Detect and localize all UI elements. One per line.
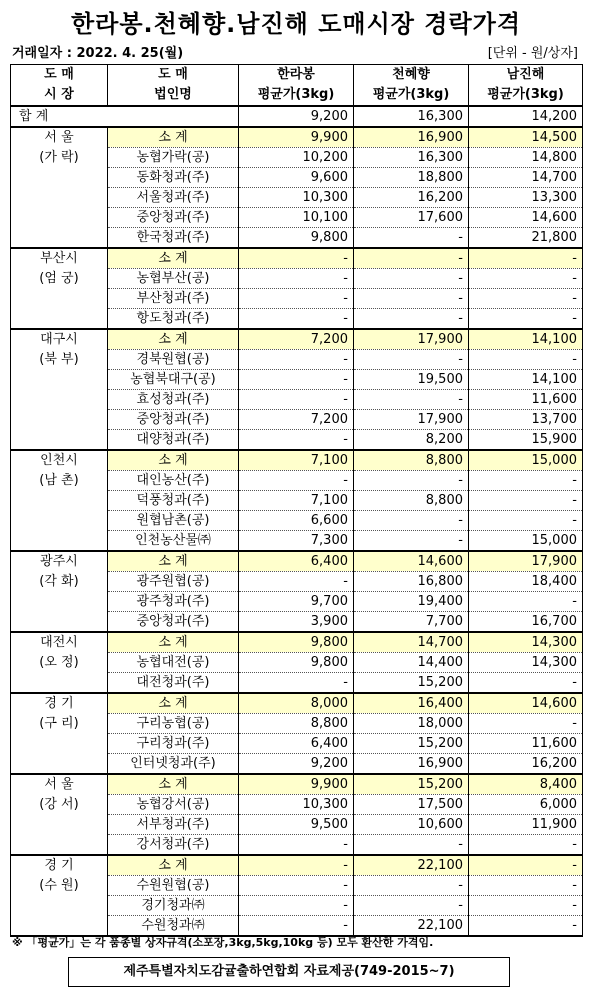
- price-hallabong: 6,400: [239, 734, 354, 754]
- price-hallabong: 6,600: [239, 511, 354, 531]
- price-namjinhae: -: [469, 876, 583, 896]
- firm-name: 항도청과(주): [108, 309, 239, 330]
- market-cell: [11, 370, 108, 390]
- firm-name: 효성청과(주): [108, 390, 239, 410]
- table-row: [11, 896, 583, 916]
- price-namjinhae: 15,000: [469, 531, 583, 552]
- price-hallabong: -: [239, 248, 354, 269]
- total-hallabong: 9,200: [239, 106, 354, 127]
- price-cheonhyehyang: 8,200: [354, 430, 469, 451]
- table-row: [11, 350, 583, 370]
- subtotal-row: [11, 632, 583, 653]
- table-row: [11, 815, 583, 835]
- total-namjinhae: 14,200: [469, 106, 583, 127]
- price-table: [10, 64, 583, 937]
- price-hallabong: 8,000: [239, 693, 354, 714]
- price-cheonhyehyang: -: [354, 471, 469, 491]
- price-namjinhae: -: [469, 592, 583, 612]
- price-hallabong: 10,300: [239, 795, 354, 815]
- price-hallabong: 7,100: [239, 450, 354, 471]
- subtotal-row: [11, 551, 583, 572]
- market-cell: (오 정): [11, 653, 108, 673]
- subtotal-row: [11, 693, 583, 714]
- table-row: [11, 269, 583, 289]
- price-hallabong: -: [239, 309, 354, 330]
- price-hallabong: -: [239, 350, 354, 370]
- market-cell: 부산시: [11, 248, 108, 269]
- firm-name: 부산청과(주): [108, 289, 239, 309]
- price-namjinhae: 14,300: [469, 653, 583, 673]
- table-row: [11, 228, 583, 249]
- firm-name: 농협가락(공): [108, 148, 239, 168]
- market-cell: (엄 궁): [11, 269, 108, 289]
- price-namjinhae: -: [469, 309, 583, 330]
- price-hallabong: 10,300: [239, 188, 354, 208]
- price-cheonhyehyang: 8,800: [354, 450, 469, 471]
- firm-name: 대전청과(주): [108, 673, 239, 694]
- price-hallabong: -: [239, 370, 354, 390]
- price-cheonhyehyang: -: [354, 390, 469, 410]
- price-hallabong: -: [239, 855, 354, 876]
- firm-name: 농협강서(공): [108, 795, 239, 815]
- unit-label: [단위 - 원/상자]: [487, 46, 578, 61]
- price-hallabong: 9,800: [239, 228, 354, 249]
- market-cell: [11, 612, 108, 633]
- market-cell: [11, 390, 108, 410]
- table-row: [11, 168, 583, 188]
- header-cheonhyehyang: 천혜향: [354, 65, 469, 86]
- price-hallabong: 7,200: [239, 329, 354, 350]
- price-hallabong: 10,200: [239, 148, 354, 168]
- firm-name: 농협부산(공): [108, 269, 239, 289]
- market-cell: [11, 188, 108, 208]
- firm-name: 수원원협(공): [108, 876, 239, 896]
- market-cell: [11, 168, 108, 188]
- header-firm-sub: 법인명: [108, 85, 239, 106]
- market-cell: 대구시: [11, 329, 108, 350]
- subtotal-row: [11, 774, 583, 795]
- header-firm: 도 매: [108, 65, 239, 86]
- price-namjinhae: 21,800: [469, 228, 583, 249]
- header-row-2: [11, 85, 583, 106]
- price-cheonhyehyang: -: [354, 269, 469, 289]
- price-namjinhae: -: [469, 855, 583, 876]
- table-row: [11, 511, 583, 531]
- firm-name: 서부청과(주): [108, 815, 239, 835]
- subtotal-label: 소 계: [108, 774, 239, 795]
- total-cheonhyehyang: 16,300: [354, 106, 469, 127]
- price-namjinhae: 13,300: [469, 188, 583, 208]
- table-body: [11, 106, 583, 936]
- price-namjinhae: 11,600: [469, 734, 583, 754]
- table-row: [11, 572, 583, 592]
- price-cheonhyehyang: 17,600: [354, 208, 469, 228]
- market-cell: (강 서): [11, 795, 108, 815]
- table-row: [11, 795, 583, 815]
- price-cheonhyehyang: 15,200: [354, 673, 469, 694]
- market-cell: (가 락): [11, 148, 108, 168]
- market-cell: [11, 673, 108, 694]
- market-cell: (각 화): [11, 572, 108, 592]
- price-namjinhae: -: [469, 511, 583, 531]
- market-cell: [11, 228, 108, 249]
- price-cheonhyehyang: 19,500: [354, 370, 469, 390]
- price-hallabong: -: [239, 289, 354, 309]
- price-namjinhae: 14,300: [469, 632, 583, 653]
- market-cell: 경 기: [11, 855, 108, 876]
- subtotal-label: 소 계: [108, 855, 239, 876]
- market-cell: (남 촌): [11, 471, 108, 491]
- firm-name: 광주청과(주): [108, 592, 239, 612]
- firm-name: 인천농산물㈜: [108, 531, 239, 552]
- price-hallabong: -: [239, 835, 354, 856]
- price-namjinhae: 14,600: [469, 693, 583, 714]
- subtotal-label: 소 계: [108, 551, 239, 572]
- firm-name: 덕풍청과(주): [108, 491, 239, 511]
- market-cell: [11, 430, 108, 451]
- price-cheonhyehyang: 18,800: [354, 168, 469, 188]
- market-cell: 광주시: [11, 551, 108, 572]
- price-hallabong: 9,700: [239, 592, 354, 612]
- price-hallabong: -: [239, 876, 354, 896]
- market-cell: [11, 835, 108, 856]
- table-row: [11, 390, 583, 410]
- subtotal-row: [11, 855, 583, 876]
- price-cheonhyehyang: 16,900: [354, 754, 469, 775]
- firm-name: 구리청과(주): [108, 734, 239, 754]
- price-cheonhyehyang: 14,400: [354, 653, 469, 673]
- market-cell: [11, 491, 108, 511]
- header-cheonhyehyang-sub: 평균가(3kg): [354, 85, 469, 106]
- header-market: 도 매: [11, 65, 108, 86]
- price-namjinhae: 18,400: [469, 572, 583, 592]
- price-hallabong: -: [239, 916, 354, 937]
- price-cheonhyehyang: -: [354, 350, 469, 370]
- price-namjinhae: -: [469, 835, 583, 856]
- price-cheonhyehyang: 18,000: [354, 714, 469, 734]
- header-hallabong: 한라봉: [239, 65, 354, 86]
- table-row: [11, 673, 583, 694]
- firm-name: 대양청과(주): [108, 430, 239, 451]
- price-cheonhyehyang: 8,800: [354, 491, 469, 511]
- price-namjinhae: -: [469, 289, 583, 309]
- price-hallabong: 9,600: [239, 168, 354, 188]
- price-cheonhyehyang: -: [354, 835, 469, 856]
- price-cheonhyehyang: 22,100: [354, 855, 469, 876]
- table-row: [11, 188, 583, 208]
- price-hallabong: 7,300: [239, 531, 354, 552]
- table-row: [11, 471, 583, 491]
- price-cheonhyehyang: -: [354, 531, 469, 552]
- table-row: [11, 592, 583, 612]
- price-namjinhae: -: [469, 471, 583, 491]
- firm-name: 경기청과㈜: [108, 896, 239, 916]
- market-cell: [11, 289, 108, 309]
- market-cell: [11, 309, 108, 330]
- price-cheonhyehyang: 17,900: [354, 410, 469, 430]
- price-namjinhae: 14,800: [469, 148, 583, 168]
- price-cheonhyehyang: -: [354, 309, 469, 330]
- firm-name: 구리농협(공): [108, 714, 239, 734]
- market-cell: [11, 916, 108, 937]
- market-cell: 경 기: [11, 693, 108, 714]
- market-cell: [11, 754, 108, 775]
- firm-name: 농협대전(공): [108, 653, 239, 673]
- firm-name: 중앙청과(주): [108, 208, 239, 228]
- price-namjinhae: 15,900: [469, 430, 583, 451]
- table-row: [11, 208, 583, 228]
- market-cell: [11, 531, 108, 552]
- market-cell: [11, 896, 108, 916]
- table-row: [11, 835, 583, 856]
- price-cheonhyehyang: -: [354, 228, 469, 249]
- price-cheonhyehyang: -: [354, 876, 469, 896]
- firm-name: 중앙청과(주): [108, 612, 239, 633]
- table-row: [11, 430, 583, 451]
- firm-name: 중앙청과(주): [108, 410, 239, 430]
- market-cell: [11, 410, 108, 430]
- table-row: [11, 714, 583, 734]
- header-namjinhae-sub: 평균가(3kg): [469, 85, 583, 106]
- market-cell: [11, 511, 108, 531]
- market-cell: [11, 734, 108, 754]
- price-hallabong: -: [239, 390, 354, 410]
- price-hallabong: 7,200: [239, 410, 354, 430]
- price-namjinhae: -: [469, 673, 583, 694]
- price-namjinhae: -: [469, 248, 583, 269]
- source-box: 제주특별자치도감귤출하연합회 자료제공(749-2015~7): [68, 957, 510, 987]
- price-cheonhyehyang: -: [354, 511, 469, 531]
- price-cheonhyehyang: -: [354, 248, 469, 269]
- price-namjinhae: -: [469, 896, 583, 916]
- market-cell: [11, 592, 108, 612]
- price-namjinhae: 16,200: [469, 754, 583, 775]
- firm-name: 서울청과(주): [108, 188, 239, 208]
- price-cheonhyehyang: 7,700: [354, 612, 469, 633]
- price-cheonhyehyang: 14,700: [354, 632, 469, 653]
- price-hallabong: -: [239, 430, 354, 451]
- trade-date: 거래일자 : 2022. 4. 25(월): [12, 46, 184, 61]
- subtotal-row: [11, 248, 583, 269]
- price-namjinhae: 14,700: [469, 168, 583, 188]
- header-namjinhae: 남진해: [469, 65, 583, 86]
- price-hallabong: 9,800: [239, 653, 354, 673]
- total-row: [11, 106, 583, 127]
- header-hallabong-sub: 평균가(3kg): [239, 85, 354, 106]
- price-namjinhae: 14,600: [469, 208, 583, 228]
- firm-name: 강서청과(주): [108, 835, 239, 856]
- price-namjinhae: 14,100: [469, 370, 583, 390]
- price-hallabong: 3,900: [239, 612, 354, 633]
- price-cheonhyehyang: 16,900: [354, 127, 469, 148]
- subtotal-label: 소 계: [108, 450, 239, 471]
- header-row-1: [11, 65, 583, 86]
- price-namjinhae: 11,600: [469, 390, 583, 410]
- price-hallabong: -: [239, 896, 354, 916]
- price-hallabong: 9,200: [239, 754, 354, 775]
- price-namjinhae: 8,400: [469, 774, 583, 795]
- price-cheonhyehyang: 17,500: [354, 795, 469, 815]
- price-namjinhae: 11,900: [469, 815, 583, 835]
- price-hallabong: 9,900: [239, 774, 354, 795]
- price-hallabong: 9,900: [239, 127, 354, 148]
- price-cheonhyehyang: 19,400: [354, 592, 469, 612]
- subtotal-row: [11, 450, 583, 471]
- price-cheonhyehyang: 15,200: [354, 734, 469, 754]
- subtotal-label: 소 계: [108, 329, 239, 350]
- subtotal-row: [11, 127, 583, 148]
- firm-name: 한국청과(주): [108, 228, 239, 249]
- price-namjinhae: -: [469, 714, 583, 734]
- price-namjinhae: 14,500: [469, 127, 583, 148]
- price-cheonhyehyang: 16,800: [354, 572, 469, 592]
- firm-name: 경북원협(공): [108, 350, 239, 370]
- subtotal-label: 소 계: [108, 127, 239, 148]
- subtotal-label: 소 계: [108, 248, 239, 269]
- price-hallabong: -: [239, 673, 354, 694]
- price-cheonhyehyang: 16,400: [354, 693, 469, 714]
- price-hallabong: -: [239, 471, 354, 491]
- market-cell: [11, 208, 108, 228]
- price-namjinhae: 6,000: [469, 795, 583, 815]
- subtotal-label: 소 계: [108, 632, 239, 653]
- table-row: [11, 916, 583, 937]
- firm-name: 동화청과(주): [108, 168, 239, 188]
- market-cell: (수 원): [11, 876, 108, 896]
- market-cell: (북 부): [11, 350, 108, 370]
- price-cheonhyehyang: -: [354, 289, 469, 309]
- table-row: [11, 653, 583, 673]
- firm-name: 농협북대구(공): [108, 370, 239, 390]
- total-label: 합 계: [11, 106, 239, 127]
- price-hallabong: 7,100: [239, 491, 354, 511]
- price-namjinhae: 16,700: [469, 612, 583, 633]
- table-row: [11, 754, 583, 775]
- price-namjinhae: -: [469, 269, 583, 289]
- market-cell: 서 울: [11, 774, 108, 795]
- price-cheonhyehyang: -: [354, 896, 469, 916]
- table-row: [11, 370, 583, 390]
- price-hallabong: 9,500: [239, 815, 354, 835]
- price-hallabong: -: [239, 572, 354, 592]
- price-namjinhae: 13,700: [469, 410, 583, 430]
- market-cell: 서 울: [11, 127, 108, 148]
- market-cell: (구 리): [11, 714, 108, 734]
- table-row: [11, 491, 583, 511]
- market-cell: 대전시: [11, 632, 108, 653]
- price-cheonhyehyang: 10,600: [354, 815, 469, 835]
- price-cheonhyehyang: 14,600: [354, 551, 469, 572]
- price-hallabong: 9,800: [239, 632, 354, 653]
- market-cell: [11, 815, 108, 835]
- table-row: [11, 410, 583, 430]
- price-namjinhae: 14,100: [469, 329, 583, 350]
- firm-name: 대인농산(주): [108, 471, 239, 491]
- price-cheonhyehyang: 15,200: [354, 774, 469, 795]
- price-hallabong: 8,800: [239, 714, 354, 734]
- table-row: [11, 612, 583, 633]
- subtotal-label: 소 계: [108, 693, 239, 714]
- table-row: [11, 876, 583, 896]
- price-cheonhyehyang: 22,100: [354, 916, 469, 937]
- price-namjinhae: 17,900: [469, 551, 583, 572]
- subtotal-row: [11, 329, 583, 350]
- price-cheonhyehyang: 17,900: [354, 329, 469, 350]
- price-namjinhae: 15,000: [469, 450, 583, 471]
- price-namjinhae: -: [469, 491, 583, 511]
- price-hallabong: -: [239, 269, 354, 289]
- firm-name: 수원청과㈜: [108, 916, 239, 937]
- table-row: [11, 148, 583, 168]
- header-market-sub: 시 장: [11, 85, 108, 106]
- firm-name: 광주원협(공): [108, 572, 239, 592]
- table-row: [11, 309, 583, 330]
- table-row: [11, 531, 583, 552]
- footnote: ※ 「평균가」는 각 품종별 상자규격(소포장,3kg,5kg,10kg 등) 모두 환산한 가격임.: [12, 936, 434, 949]
- price-hallabong: 10,100: [239, 208, 354, 228]
- price-cheonhyehyang: 16,300: [354, 148, 469, 168]
- table-row: [11, 734, 583, 754]
- price-namjinhae: -: [469, 916, 583, 937]
- price-cheonhyehyang: 16,200: [354, 188, 469, 208]
- firm-name: 원협남촌(공): [108, 511, 239, 531]
- price-hallabong: 6,400: [239, 551, 354, 572]
- price-namjinhae: -: [469, 350, 583, 370]
- firm-name: 인터넷청과(주): [108, 754, 239, 775]
- market-cell: 인천시: [11, 450, 108, 471]
- page-title: 한라봉.천혜향.남진해 도매시장 경락가격: [70, 10, 522, 38]
- table-row: [11, 289, 583, 309]
